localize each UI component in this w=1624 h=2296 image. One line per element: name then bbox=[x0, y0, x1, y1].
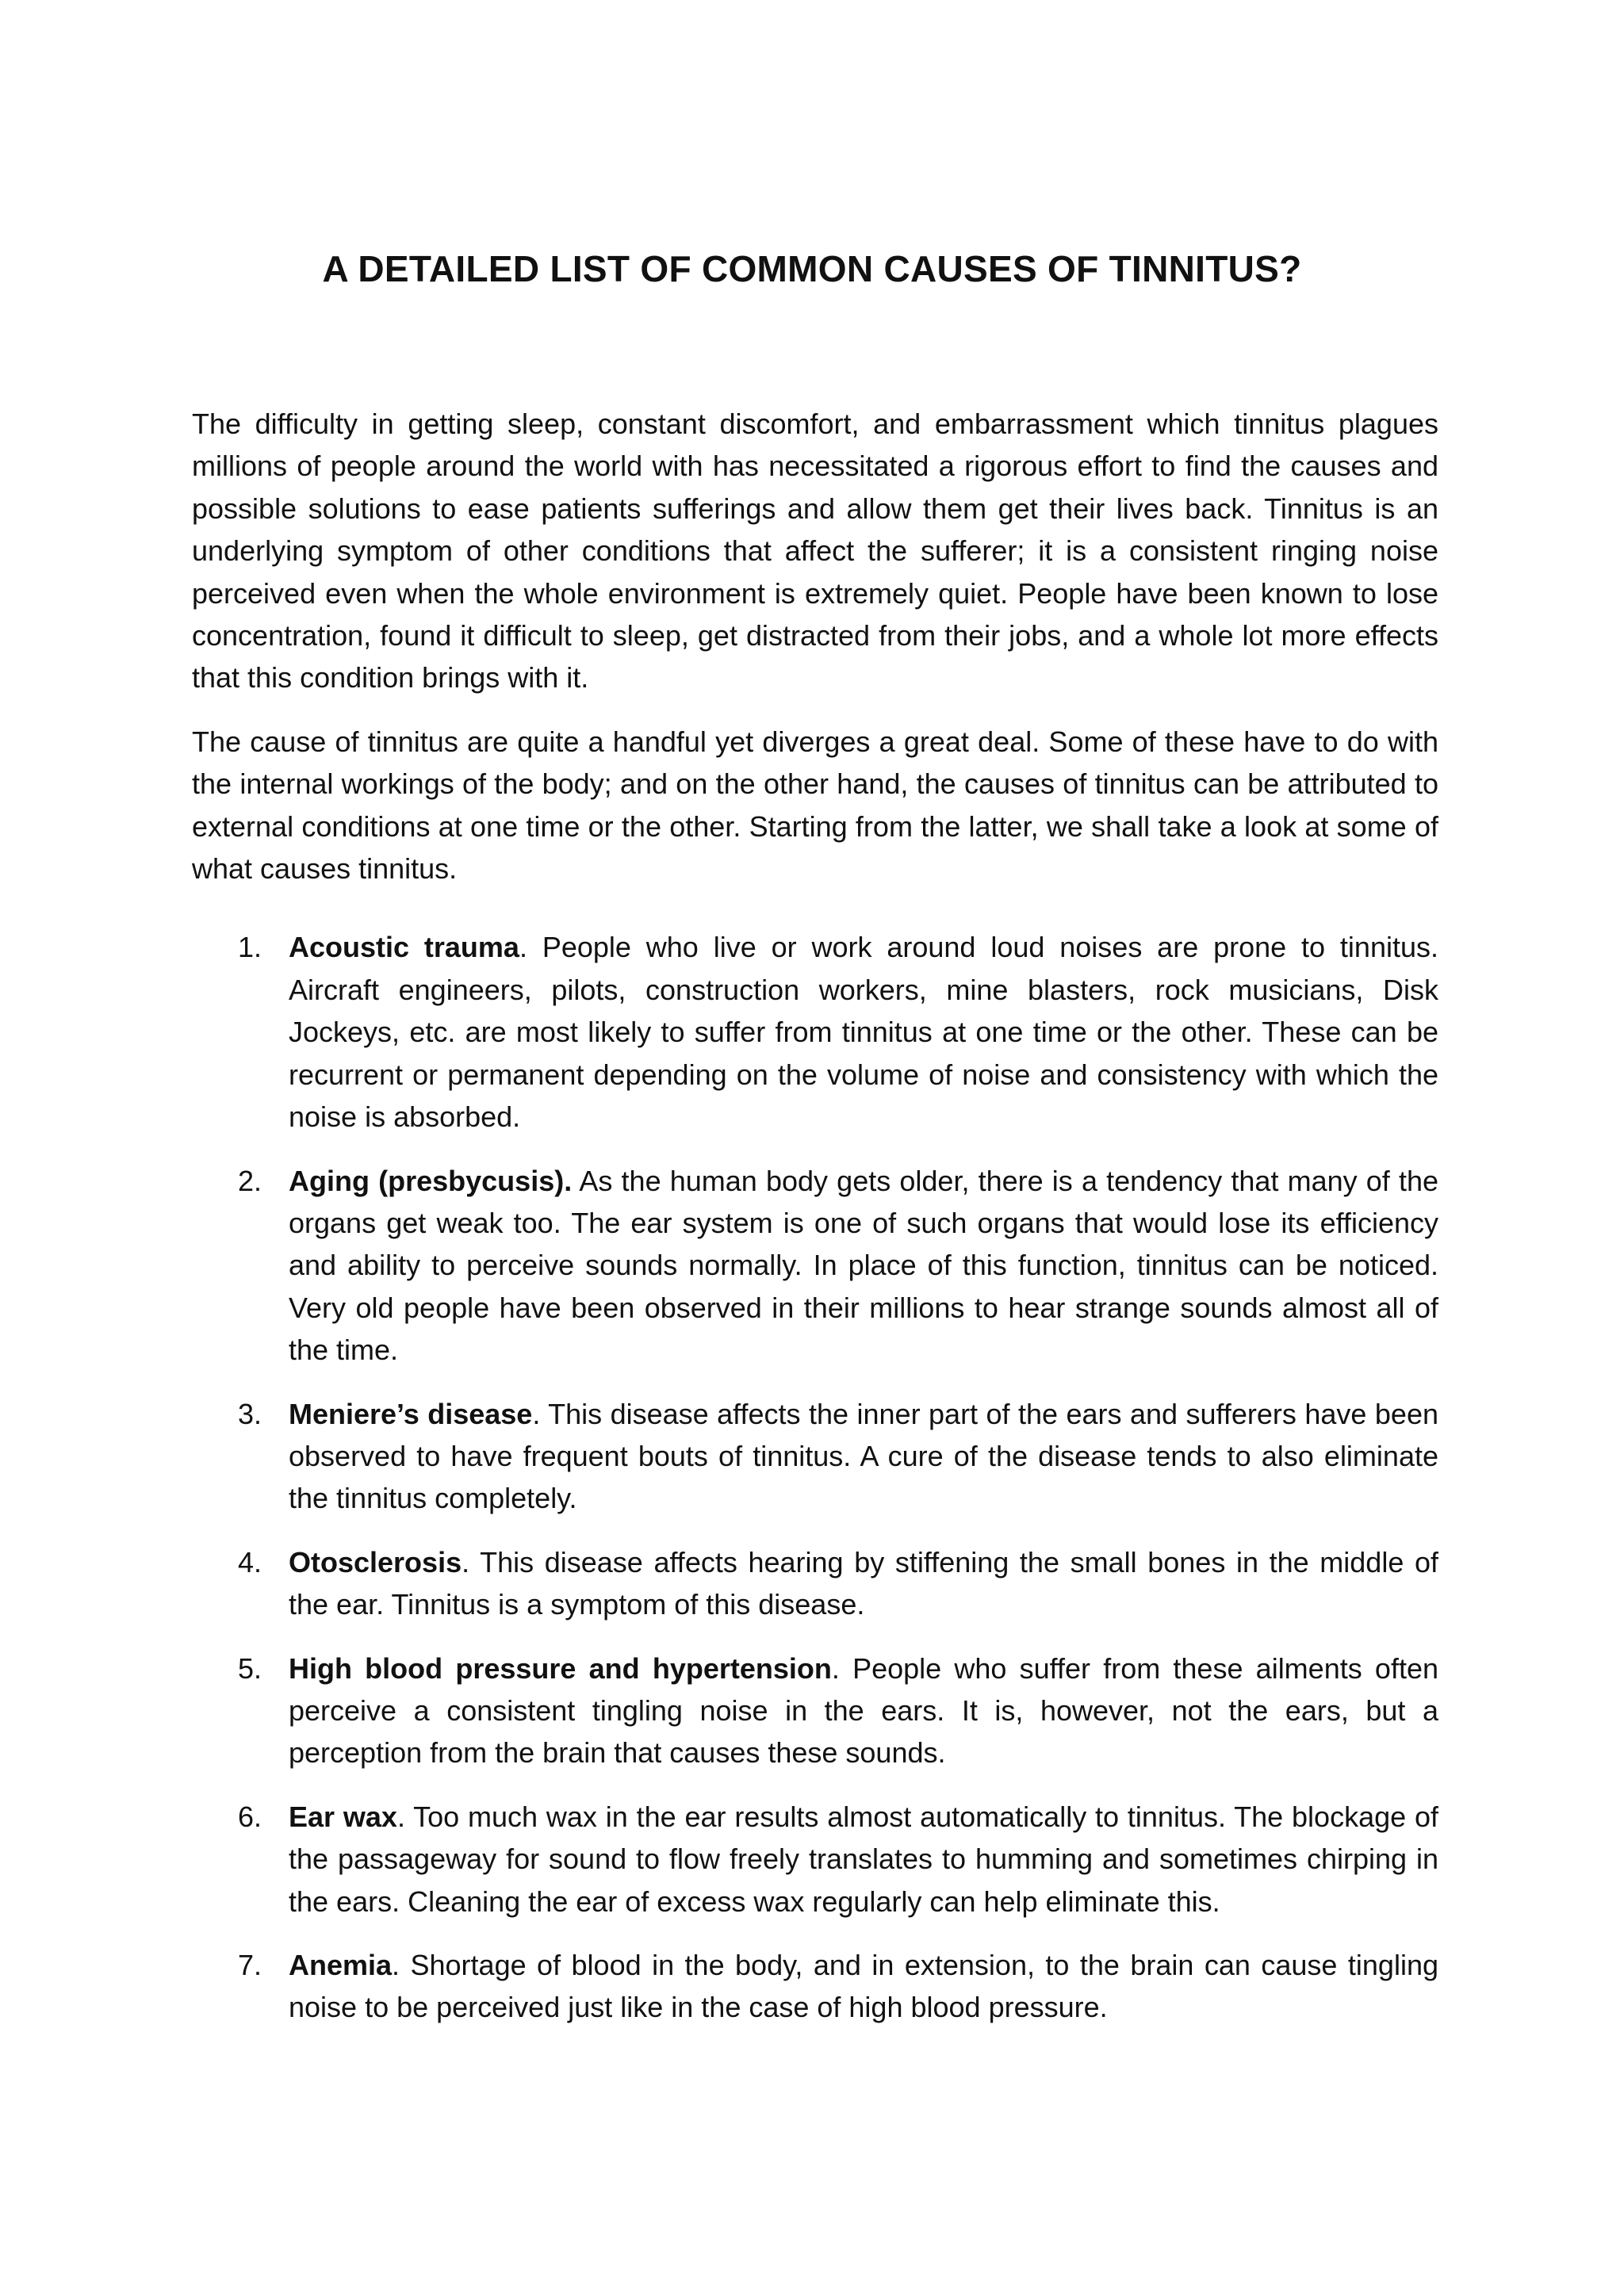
list-item-text: . This disease affects the inner part of the ears and sufferers have been observed to have frequent bouts of tinnitus. A cure of the disease tends to also eliminate the tinnitus completely. bbox=[289, 1397, 1438, 1515]
list-item-text: . Too much wax in the ear results almost automatically to tinnitus. The blockage of the passageway for sound to flow freely translates to humming and sometimes chirping in the ears. Cleaning the ear of excess wax regularly can help eliminate this. bbox=[289, 1800, 1439, 1918]
list-item bbox=[192, 1796, 1438, 1923]
list-item-text: As the human body gets older, there is a tendency that many of the organs get weak too. The ear system is one of such organs that would lose its efficiency and ability to perceive sounds normally. In place of this function, tinnitus can be noticed. Very old people have been observed in their millions to hear strange sounds almost all of the time. bbox=[289, 1164, 1438, 1367]
list-item-number: 6. bbox=[238, 1800, 262, 1833]
list-item-number: 5. bbox=[238, 1651, 262, 1685]
list-item-number: 4. bbox=[238, 1545, 262, 1578]
list-item-term: Anemia bbox=[289, 1949, 393, 1981]
list-item-text: . People who live or work around loud noises are prone to tinnitus. Aircraft engineers, pilots, construction workers, mine blasters, rock musicians, Disk Jockeys, etc. are most likely to suffer from tinnitus at one time or the other. These can be recurrent or permanent depending on the volume of noise and consistency with which the noise is absorbed. bbox=[289, 931, 1438, 1134]
list-item bbox=[192, 1160, 1438, 1372]
list-item-text: . Shortage of blood in the body, and in extension, to the brain can cause tingling noise to be perceived just like in the case of high blood pressure. bbox=[289, 1949, 1438, 2024]
causes-list bbox=[192, 926, 1438, 2028]
list-item bbox=[192, 1647, 1438, 1774]
list-item-term: Aging (presbycusis). bbox=[289, 1164, 573, 1197]
list-item bbox=[192, 926, 1438, 1138]
list-item-number: 3. bbox=[238, 1397, 262, 1430]
list-item-term: Otosclerosis bbox=[289, 1545, 462, 1578]
list-item-term: Ear wax bbox=[289, 1800, 397, 1833]
list-item-number: 7. bbox=[238, 1949, 262, 1981]
list-item-text: . This disease affects hearing by stiffening the small bones in the middle of the ear. Tinnitus is a symptom of this disease. bbox=[289, 1545, 1438, 1621]
list-item bbox=[192, 1393, 1438, 1520]
list-item-number: 1. bbox=[238, 931, 262, 964]
list-item bbox=[192, 1944, 1438, 2029]
list-item-number: 2. bbox=[238, 1164, 262, 1197]
list-item-term: Acoustic trauma bbox=[289, 931, 519, 964]
document-body bbox=[192, 403, 1438, 2050]
list-item-text: . People who suffer from these ailments often perceive a consistent tingling noise in the ears. It is, however, not the ears, but a perception from the brain that causes these sounds. bbox=[289, 1651, 1438, 1770]
intro-paragraph: The difficulty in getting sleep, constant discomfort, and embarrassment which tinnitus plagues millions of people around the world with has necessitated a rigorous effort to find the causes and possible solutions to ease patients sufferings and allow them get their lives back. Tinnitus is an underlying symptom of other conditions that affect the sufferer; it is a consistent ringing noise perceived even when the whole environment is extremely quiet. People have been known to lose concentration, found it difficult to sleep, get distracted from their jobs, and a whole lot more effects that this condition brings with it. bbox=[192, 408, 1438, 695]
causes-intro-paragraph: The cause of tinnitus are quite a handful yet diverges a great deal. Some of these have to do with the internal workings of the body; and on the other hand, the causes of tinnitus can be attributed to external conditions at one time or the other. Starting from the latter, we shall take a look at some of what causes tinnitus. bbox=[192, 725, 1438, 886]
list-item bbox=[192, 1541, 1438, 1626]
list-item-term: High blood pressure and hypertension bbox=[289, 1651, 832, 1685]
document-title: A DETAILED LIST OF COMMON CAUSES OF TINNITUS? bbox=[322, 248, 1302, 289]
list-item-term: Meniere’s disease bbox=[289, 1397, 533, 1430]
